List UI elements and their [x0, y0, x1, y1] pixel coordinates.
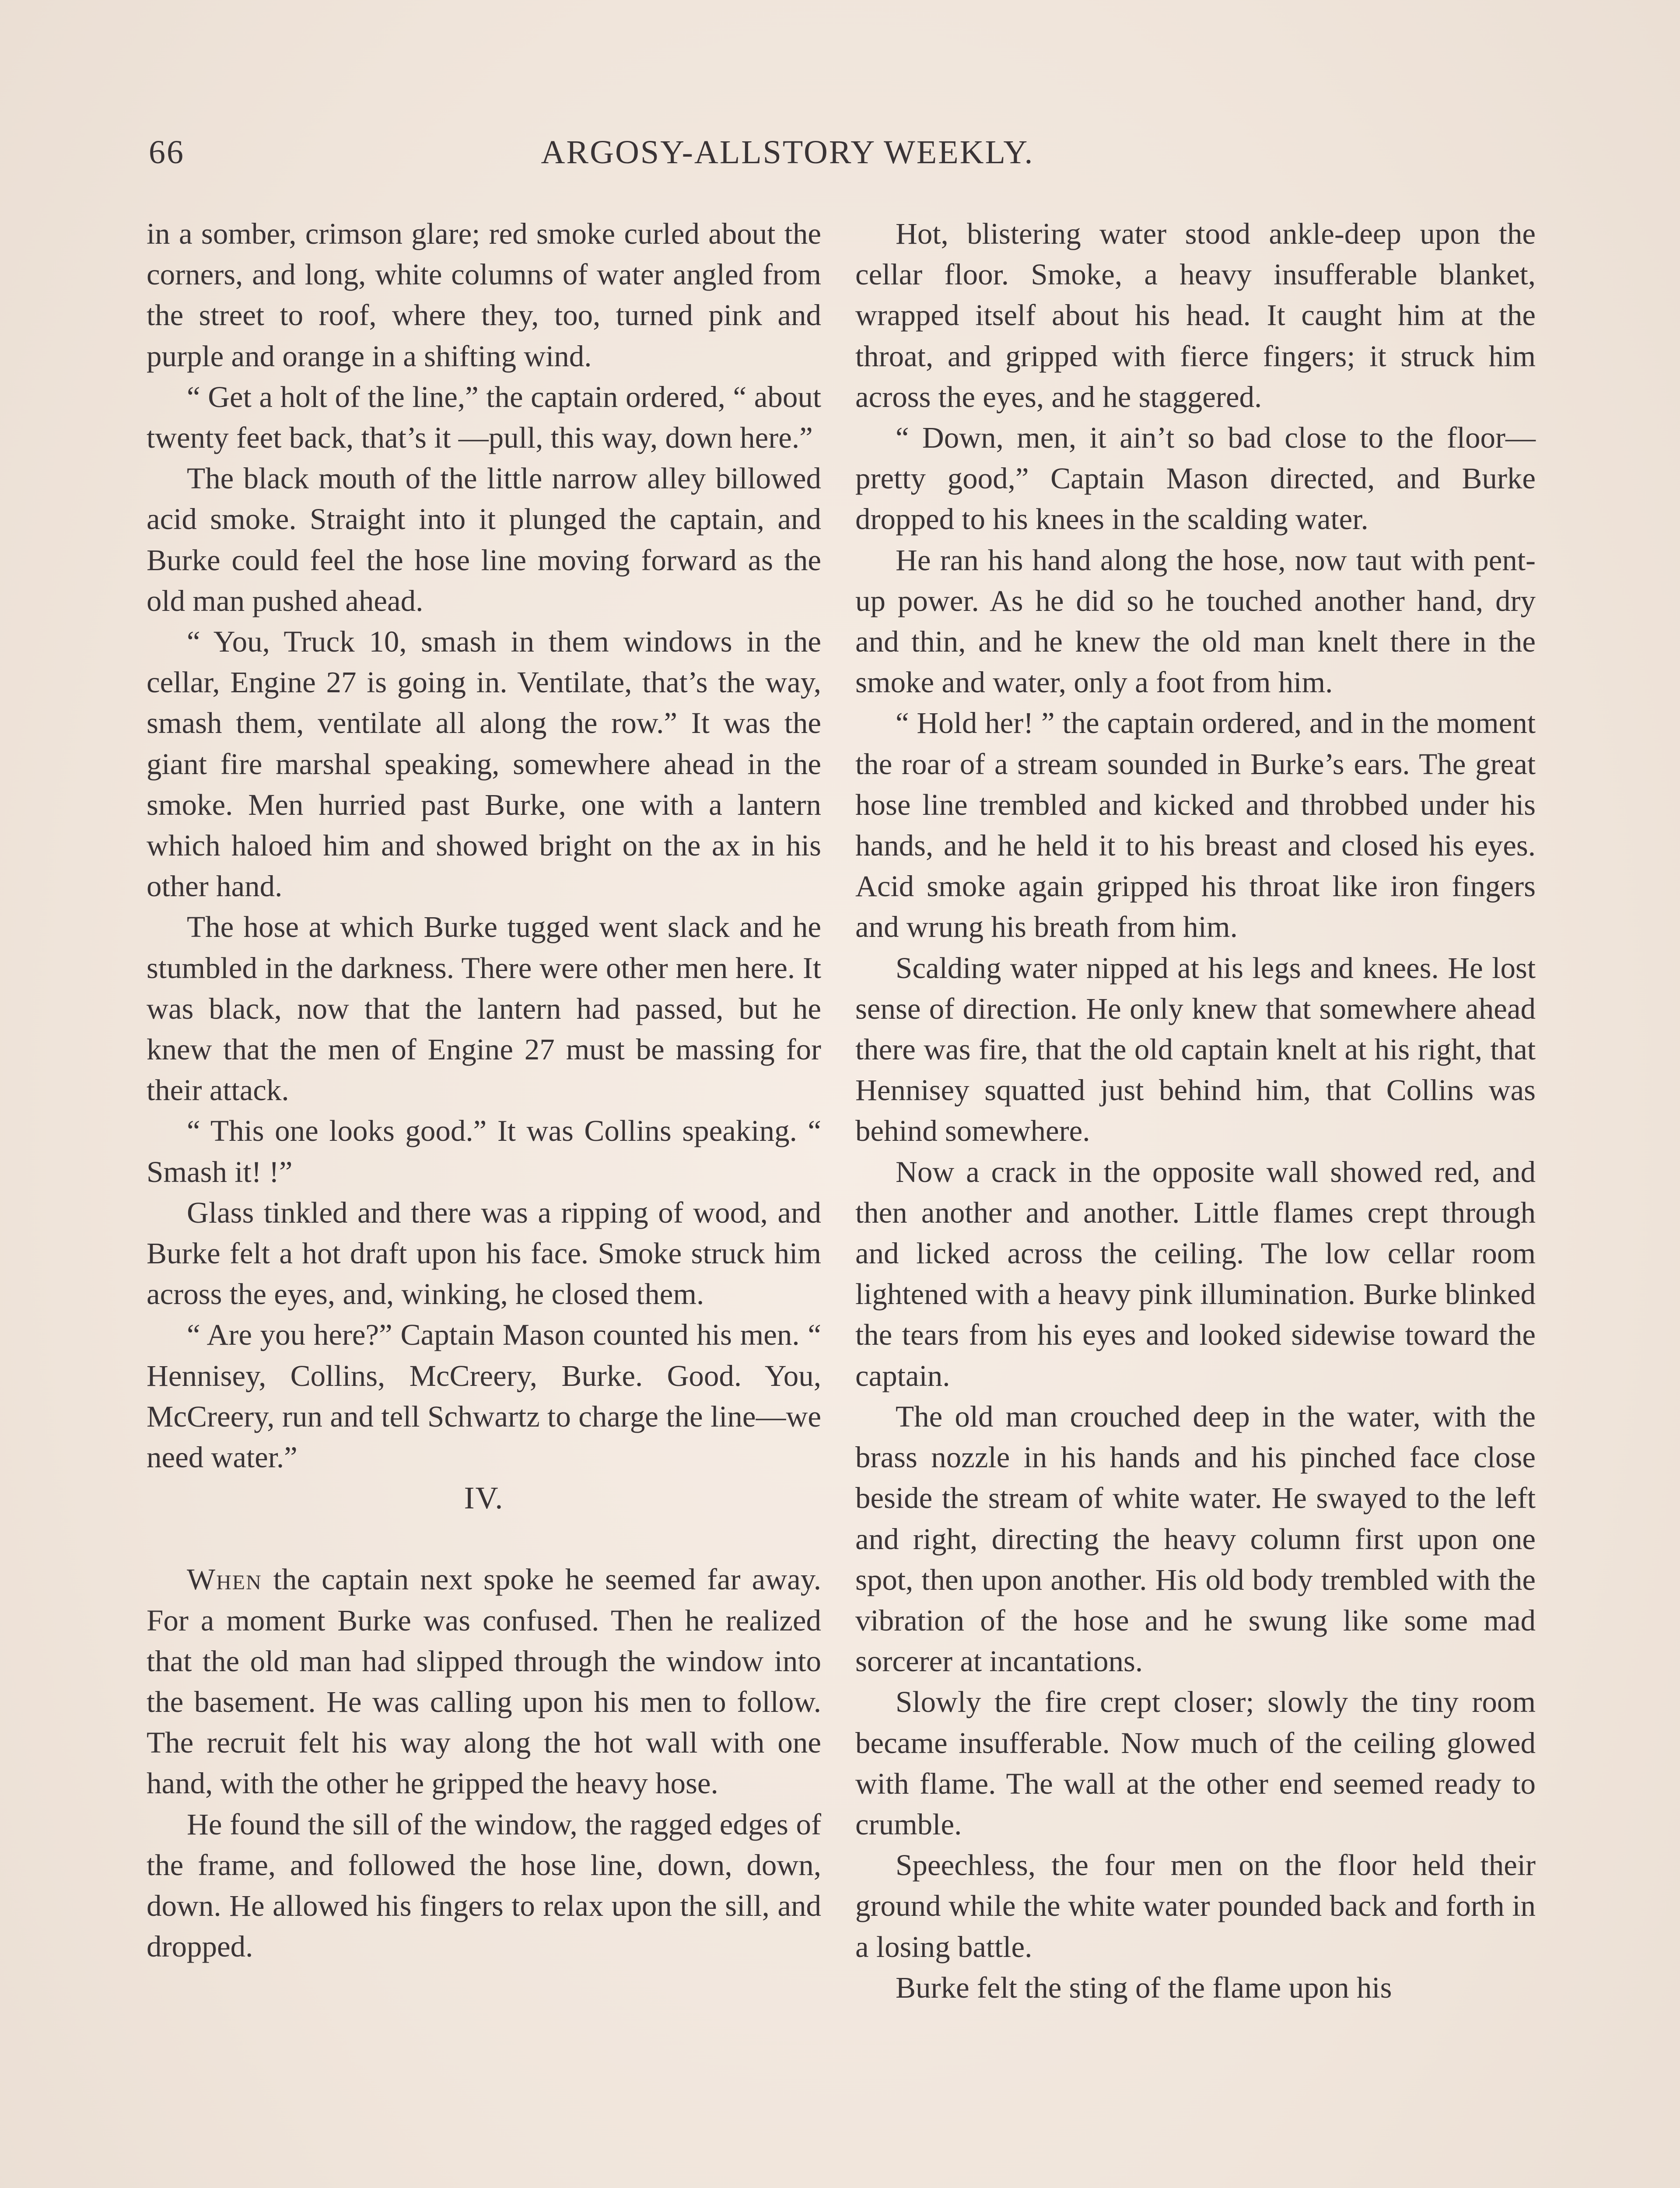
page-header	[149, 133, 1549, 173]
paragraph: “ Are you here?” Captain Mason counted his men. “ Hennisey, Collins, McCreery, Burke. Good. You, McCreery, run and tell Schwartz to charge the line—we need water.”	[147, 1318, 821, 1474]
paragraph: “ Get a holt of the line,” the captain ordered, “ about twenty feet back, that’s it —pull, this way, down here.”	[147, 380, 821, 455]
paragraph: “ Down, men, it ain’t so bad close to the floor—pretty good,” Captain Mason directed, and Burke dropped to his knees in the scalding water.	[855, 421, 1536, 536]
paragraph: Slowly the fire crept closer; slowly the tiny room became insufferable. Now much of the ceiling glowed with flame. The wall at the other end seemed ready to crumble.	[855, 1685, 1536, 1841]
paragraph	[147, 1559, 821, 1804]
paragraph: in a somber, crimson glare; red smoke curled about the corners, and long, white columns of water angled from the street to roof, where they, too, turned pink and purple and orange in a shifting wind.	[147, 217, 821, 373]
paragraph: “ Hold her! ” the captain ordered, and in the moment the roar of a stream sounded in Burke’s ears. The great hose line trembled and kicked and throbbed under his hands, and he held it to his breast and closed his eyes. Acid smoke again gripped his throat like iron fingers and wrung his breath from him.	[855, 706, 1536, 944]
paragraph: He found the sill of the window, the ragged edges of the frame, and followed the hose line, down, down, down. He allowed his fingers to relax upon the sill, and dropped.	[147, 1807, 821, 1964]
paragraph: Scalding water nipped at his legs and knees. He lost sense of direction. He only knew that somewhere ahead there was fire, that the old captain knelt at his right, that Hennisey squatted just behind him, that Collins was behind somewhere.	[855, 951, 1536, 1148]
paragraph: He ran his hand along the hose, now taut with pent-up power. As he did so he touched another hand, dry and thin, and he knew the old man knelt there in the smoke and water, only a foot from him.	[855, 543, 1536, 699]
running-head: ARGOSY-ALLSTORY WEEKLY.	[541, 134, 1034, 171]
drop-lead-word: When	[187, 1563, 262, 1596]
paragraph: Speechless, the four men on the floor held their ground while the white water pounded back and forth in a losing battle.	[855, 1848, 1536, 1964]
paragraph: Hot, blistering water stood ankle-deep upon the cellar floor. Smoke, a heavy insufferable blanket, wrapped itself about his head. It caught him at the throat, and gripped with fierce fingers; it struck him across the eyes, and he staggered.	[855, 217, 1536, 414]
paragraph: Glass tinkled and there was a ripping of wood, and Burke felt a hot draft upon his face. Smoke struck him across the eyes, and, winking, he closed them.	[147, 1196, 821, 1311]
paragraph: “ This one looks good.” It was Collins speaking. “ Smash it! !”	[147, 1114, 821, 1189]
section-heading: IV.	[464, 1480, 504, 1516]
paragraph: The old man crouched deep in the water, with the brass nozzle in his hands and his pinched face close beside the stream of white water. He swayed to the left and right, directing the heavy column first upon one spot, then upon another. His old body trembled with the vibration of the hose and he swung like some mad sorcerer at incantations.	[855, 1399, 1536, 1678]
paragraph: Now a crack in the opposite wall showed red, and then another and another. Little flames crept through and licked across the ceiling. The low cellar room lightened with a heavy pink illumination. Burke blinked the tears from his eyes and looked sidewise toward the captain.	[855, 1155, 1536, 1392]
paragraph-text: the captain next spoke he seemed far away. For a moment Burke was confused. Then he realized that the old man had slipped through the window into the basement. He was calling upon his men to follow. The recruit felt his way along the hot wall with one hand, with the other he gripped the heavy hose.	[147, 1563, 821, 1800]
paragraph: The hose at which Burke tugged went slack and he stumbled in the darkness. There were other men here. It was black, now that the lantern had passed, but he knew that the men of Engine 27 must be massing for their attack.	[147, 910, 821, 1107]
paragraph: “ You, Truck 10, smash in them windows in the cellar, Engine 27 is going in. Ventilate, that’s the way, smash them, ventilate all along the row.” It was the giant fire marshal speaking, somewhere ahead in the smoke. Men hurried past Burke, one with a lantern which haloed him and showed bright on the ax in his other hand.	[147, 625, 821, 903]
left-column	[147, 214, 821, 1967]
page-number: 66	[149, 134, 185, 171]
paragraph: The black mouth of the little narrow alley billowed acid smoke. Straight into it plunged the captain, and Burke could feel the hose line moving forward as the old man pushed ahead.	[147, 462, 821, 617]
right-column	[855, 214, 1536, 2008]
paragraph: Burke felt the sting of the flame upon his	[896, 1971, 1392, 2004]
